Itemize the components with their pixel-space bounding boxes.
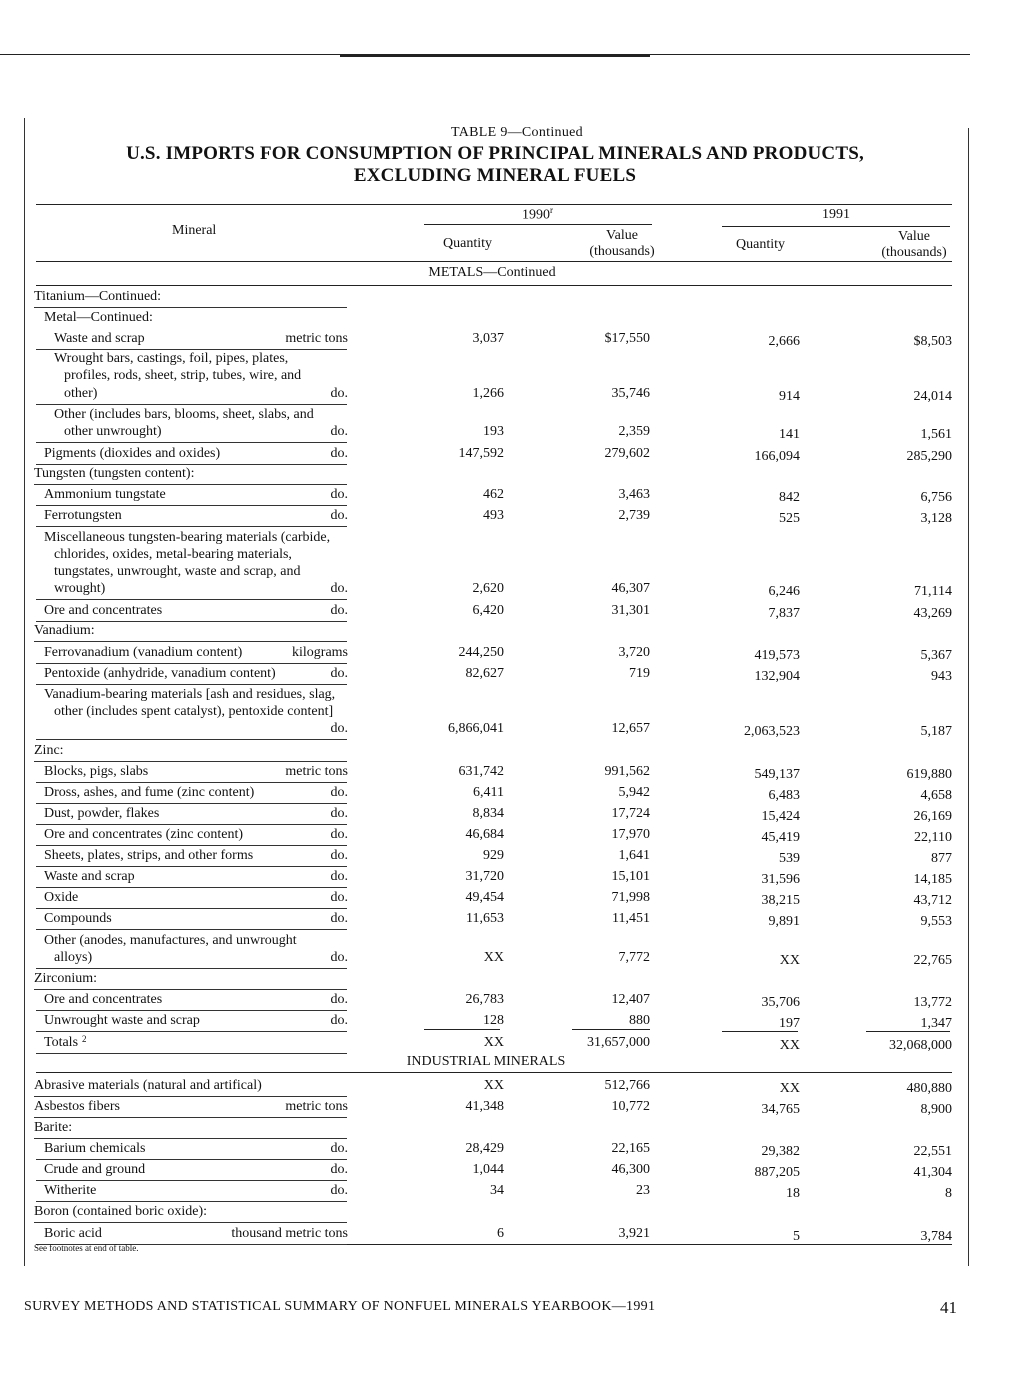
footnote-mark: 2 xyxy=(82,1034,87,1044)
row-unit: do. xyxy=(330,666,348,681)
row-unit: do. xyxy=(330,424,348,439)
row-unit: do. xyxy=(330,890,348,905)
cell-value-1991: 14,185 xyxy=(913,872,952,887)
title-line-2: EXCLUDING MINERAL FUELS xyxy=(353,165,637,186)
cell-value-1990: 5,942 xyxy=(618,785,650,800)
cell-quantity-1990: 929 xyxy=(483,848,504,863)
cell-quantity-1991: 525 xyxy=(779,511,800,526)
table-row xyxy=(0,1225,1034,1245)
cell-value-1991: 43,269 xyxy=(913,606,952,621)
cell-value-1991: 619,880 xyxy=(906,767,952,782)
cell-quantity-1990: 3,037 xyxy=(472,331,504,346)
cell-quantity-1991: 166,094 xyxy=(754,449,800,464)
row-label: Ore and concentrates xyxy=(44,603,163,618)
table-row xyxy=(0,805,1034,825)
cell-quantity-1990: 1,266 xyxy=(472,386,504,401)
row-rule xyxy=(36,929,347,930)
year-1990-rule xyxy=(424,224,652,225)
table-row xyxy=(0,847,1034,867)
row-label: Crude and ground xyxy=(44,1162,146,1177)
title-line-1: U.S. IMPORTS FOR CONSUMPTION OF PRINCIPAL MINERALS AND PRODUCTS, xyxy=(126,143,864,164)
cell-quantity-1991: 539 xyxy=(779,851,800,866)
row-rule xyxy=(36,1201,347,1202)
cell-quantity-1990: 244,250 xyxy=(458,645,504,660)
cell-quantity-1990: 462 xyxy=(483,487,504,502)
cell-quantity-1991: XX xyxy=(779,953,800,968)
page-footer: SURVEY METHODS AND STATISTICAL SUMMARY OF NONFUEL MINERALS YEARBOOK—1991 xyxy=(24,1299,656,1314)
table-row xyxy=(0,602,1034,622)
row-label: Metal—Continued: xyxy=(44,310,153,325)
cell-value-1990: 22,165 xyxy=(611,1141,650,1156)
section-metals: METALS—Continued xyxy=(428,265,556,280)
row-unit: do. xyxy=(330,446,348,461)
row-unit: do. xyxy=(330,806,348,821)
cell-value-1991: 71,114 xyxy=(914,584,952,599)
row-label: Miscellaneous tungsten-bearing materials (carbide, xyxy=(44,530,331,545)
row-label: Barite: xyxy=(34,1120,73,1135)
row-rule xyxy=(36,739,347,740)
row-label: Other (includes bars, blooms, sheet, slabs, and xyxy=(54,407,314,422)
row-unit: kilograms xyxy=(292,645,348,660)
cell-quantity-1990: 631,742 xyxy=(458,764,504,779)
cell-quantity-1991: 5 xyxy=(793,1229,800,1244)
table-row xyxy=(0,1119,1034,1139)
cell-quantity-1990: 28,429 xyxy=(465,1141,504,1156)
cell-value-1990: 23 xyxy=(636,1183,650,1198)
row-label: Abrasive materials (natural and artifical) xyxy=(34,1078,262,1093)
cell-quantity-1990: 147,592 xyxy=(458,446,504,461)
row-unit: do. xyxy=(330,1013,348,1028)
cell-value-1990: 46,300 xyxy=(611,1162,650,1177)
table-row xyxy=(0,1034,1034,1054)
table-row xyxy=(0,288,1034,308)
row-unit: do. xyxy=(330,848,348,863)
row-unit: do. xyxy=(330,992,348,1007)
row-rule xyxy=(36,599,347,600)
row-label: Pentoxide (anhydride, vanadium content) xyxy=(44,666,276,681)
row-label: Sheets, plates, strips, and other forms xyxy=(44,848,254,863)
row-rule xyxy=(36,968,347,969)
cell-value-1991: 8,900 xyxy=(920,1102,952,1117)
cell-value-1990: 10,772 xyxy=(611,1099,650,1114)
row-label: profiles, rods, sheet, strip, tubes, wire, and xyxy=(64,368,302,383)
row-label: Barium chemicals xyxy=(44,1141,146,1156)
row-rule xyxy=(36,1159,347,1160)
table-row xyxy=(0,970,1034,990)
col-year-1990 xyxy=(522,205,553,224)
table-row xyxy=(0,1098,1034,1118)
cell-quantity-1990: 26,783 xyxy=(465,992,504,1007)
table-row xyxy=(0,1182,1034,1202)
table-row xyxy=(0,330,1034,350)
cell-value-1991: 43,712 xyxy=(913,893,952,908)
cell-value-1991: 22,110 xyxy=(914,830,952,845)
row-rule xyxy=(34,1096,347,1097)
table-row xyxy=(0,784,1034,804)
cell-value-1991: 24,014 xyxy=(913,389,952,404)
cell-quantity-1991: 31,596 xyxy=(761,872,800,887)
cell-value-1990: 17,724 xyxy=(611,806,650,821)
row-rule xyxy=(34,307,347,308)
row-unit: do. xyxy=(330,508,348,523)
row-rule xyxy=(36,887,347,888)
row-unit: do. xyxy=(330,785,348,800)
cell-quantity-1990: XX xyxy=(483,1035,504,1050)
section-metals-rule xyxy=(36,285,952,286)
col-quantity-1991: Quantity xyxy=(736,237,785,252)
row-label: wrought) xyxy=(54,581,106,596)
cell-value-1990: 3,463 xyxy=(618,487,650,502)
section-industrial-rule xyxy=(36,1072,952,1073)
row-unit: metric tons xyxy=(285,764,348,779)
cell-quantity-1990: 2,620 xyxy=(472,581,504,596)
row-label: Totals xyxy=(44,1035,79,1050)
year-1991-rule xyxy=(722,226,950,227)
row-unit: do. xyxy=(330,950,348,965)
cell-quantity-1991: 34,765 xyxy=(761,1102,800,1117)
cell-value-1990: 3,720 xyxy=(618,645,650,660)
row-unit: do. xyxy=(330,911,348,926)
cell-quantity-1991: 141 xyxy=(779,427,800,442)
cell-quantity-1991: 549,137 xyxy=(754,767,800,782)
cell-quantity-1990: 49,454 xyxy=(465,890,504,905)
cell-quantity-1991: 7,837 xyxy=(768,606,800,621)
cell-quantity-1990: 34 xyxy=(490,1183,504,1198)
cell-value-1991: 6,756 xyxy=(920,490,952,505)
cell-value-1991: 3,128 xyxy=(920,511,952,526)
cell-quantity-1990: 46,684 xyxy=(465,827,504,842)
row-rule xyxy=(36,866,347,867)
row-label: Boron (contained boric oxide): xyxy=(34,1204,208,1219)
row-label: Pigments (dioxides and oxides) xyxy=(44,446,221,461)
table-row xyxy=(0,1077,1034,1097)
cell-value-1990: 46,307 xyxy=(611,581,650,596)
table-row xyxy=(0,423,1034,443)
cell-quantity-1991: 29,382 xyxy=(761,1144,800,1159)
cell-quantity-1991: 842 xyxy=(779,490,800,505)
row-unit: do. xyxy=(330,1162,348,1177)
col-quantity-1990: Quantity xyxy=(443,236,492,251)
row-label: Other (anodes, manufactures, and unwrought xyxy=(44,933,297,948)
cell-quantity-1991: 38,215 xyxy=(761,893,800,908)
cell-value-1991: 285,290 xyxy=(906,449,952,464)
cell-value-1991: 22,551 xyxy=(913,1144,952,1159)
cell-quantity-1991: 18 xyxy=(786,1186,800,1201)
table-row xyxy=(0,445,1034,465)
cell-value-1990: 31,301 xyxy=(611,603,650,618)
cell-value-1990: 71,998 xyxy=(611,890,650,905)
cell-quantity-1990: XX xyxy=(483,950,504,965)
section-industrial-minerals: INDUSTRIAL MINERALS xyxy=(406,1054,566,1069)
row-rule xyxy=(36,1010,347,1011)
row-label: Unwrought waste and scrap xyxy=(44,1013,200,1028)
cell-value-1991: 22,765 xyxy=(913,953,952,968)
row-label: chlorides, oxides, metal-bearing materials, xyxy=(54,547,292,562)
cell-quantity-1990: 128 xyxy=(483,1013,504,1028)
header-bottom-rule xyxy=(36,261,952,262)
row-unit: do. xyxy=(330,1183,348,1198)
cell-quantity-1991: 887,205 xyxy=(754,1165,800,1180)
table-row xyxy=(0,991,1034,1011)
row-unit: do. xyxy=(330,487,348,502)
cell-value-1991: 877 xyxy=(931,851,952,866)
table-row xyxy=(0,742,1034,762)
row-rule xyxy=(36,404,347,405)
table-row xyxy=(0,580,1034,600)
row-label: Dross, ashes, and fume (zinc content) xyxy=(44,785,255,800)
cell-quantity-1990: 6,420 xyxy=(472,603,504,618)
cell-value-1990: 31,657,000 xyxy=(587,1035,650,1050)
cell-value-1991: 1,561 xyxy=(920,427,952,442)
header-top-rule xyxy=(36,204,952,205)
col-value-1991 xyxy=(874,229,954,261)
row-label: Waste and scrap xyxy=(54,331,145,346)
row-unit: do. xyxy=(330,827,348,842)
col-value-1990 xyxy=(582,228,662,260)
cell-value-1990: 880 xyxy=(629,1013,650,1028)
cell-value-1990: 1,641 xyxy=(618,848,650,863)
cell-quantity-1991: 2,666 xyxy=(768,334,800,349)
table-row xyxy=(0,763,1034,783)
cell-value-1991: 1,347 xyxy=(920,1016,952,1031)
cell-quantity-1991: 45,419 xyxy=(761,830,800,845)
cell-value-1990: 15,101 xyxy=(611,869,650,884)
row-unit: do. xyxy=(330,1141,348,1156)
row-label: Waste and scrap xyxy=(44,869,135,884)
row-label: Titanium—Continued: xyxy=(34,289,162,304)
row-label: Zinc: xyxy=(34,743,64,758)
row-rule xyxy=(36,782,347,783)
cell-value-1990: 719 xyxy=(629,666,650,681)
table-row xyxy=(0,910,1034,930)
cell-quantity-1990: 493 xyxy=(483,508,504,523)
table-row xyxy=(0,309,1034,329)
cell-quantity-1991: 35,706 xyxy=(761,995,800,1010)
cell-quantity-1990: XX xyxy=(483,1078,504,1093)
cell-value-1990: 17,970 xyxy=(611,827,650,842)
thousands-label: (thousands) xyxy=(881,245,947,260)
row-rule xyxy=(34,1138,347,1139)
cell-quantity-1991: 419,573 xyxy=(754,648,800,663)
row-rule xyxy=(36,845,347,846)
table-row xyxy=(0,949,1034,969)
row-label: other unwrought) xyxy=(64,424,162,439)
cell-value-1991: 3,784 xyxy=(920,1229,952,1244)
row-rule xyxy=(36,1180,347,1181)
cell-quantity-1991: 132,904 xyxy=(754,669,800,684)
cell-quantity-1991: 6,246 xyxy=(768,584,800,599)
cell-value-1990: 7,772 xyxy=(618,950,650,965)
cell-value-1990: 11,451 xyxy=(612,911,650,926)
table-row xyxy=(0,889,1034,909)
row-rule xyxy=(34,1117,347,1118)
year-1990-label: 1990 xyxy=(522,207,550,223)
row-label: Blocks, pigs, slabs xyxy=(44,764,149,779)
cell-value-1991: 26,169 xyxy=(913,809,952,824)
cell-value-1991: 32,068,000 xyxy=(889,1038,952,1053)
row-rule xyxy=(36,505,347,506)
table-row xyxy=(0,622,1034,642)
row-unit: do. xyxy=(330,869,348,884)
row-rule xyxy=(36,803,347,804)
cell-quantity-1990: 1,044 xyxy=(472,1162,504,1177)
table-row xyxy=(0,507,1034,527)
cell-quantity-1990: 41,348 xyxy=(465,1099,504,1114)
row-rule xyxy=(36,824,347,825)
table-row xyxy=(0,644,1034,664)
row-label: Compounds xyxy=(44,911,112,926)
row-label: Ammonium tungstate xyxy=(44,487,166,502)
cell-value-1991: $8,503 xyxy=(913,334,952,349)
cell-quantity-1990: 6 xyxy=(497,1226,504,1241)
cell-value-1991: 8 xyxy=(945,1186,952,1201)
cell-value-1991: 4,658 xyxy=(920,788,952,803)
row-rule xyxy=(36,908,347,909)
page-title xyxy=(0,143,990,187)
cell-quantity-1991: XX xyxy=(779,1038,800,1053)
row-label: other) xyxy=(64,386,98,401)
cell-value-1990: 2,739 xyxy=(618,508,650,523)
table-label: TABLE 9—Continued xyxy=(451,125,583,140)
cell-quantity-1990: 11,653 xyxy=(466,911,504,926)
row-rule xyxy=(34,989,347,990)
cell-value-1991: 5,367 xyxy=(920,648,952,663)
footnote: See footnotes at end of table. xyxy=(34,1243,139,1253)
cell-value-1991: 13,772 xyxy=(913,995,952,1010)
row-label: Ore and concentrates xyxy=(44,992,163,1007)
row-label: alloys) xyxy=(54,950,93,965)
cell-value-1990: 12,657 xyxy=(611,721,650,736)
row-unit: metric tons xyxy=(285,331,348,346)
row-rule xyxy=(34,1222,347,1223)
cell-value-1990: 12,407 xyxy=(611,992,650,1007)
row-label: Zirconium: xyxy=(34,971,97,986)
cell-quantity-1991: XX xyxy=(779,1081,800,1096)
row-label: other (includes spent catalyst), pentoxide content] xyxy=(54,704,334,719)
cell-value-1991: 9,553 xyxy=(920,914,952,929)
row-label: Ferrotungsten xyxy=(44,508,122,523)
cell-value-1991: 943 xyxy=(931,669,952,684)
table-row xyxy=(0,868,1034,888)
page-number: 41 xyxy=(940,1298,957,1317)
cell-quantity-1991: 2,063,523 xyxy=(744,724,800,739)
row-label: Oxide xyxy=(44,890,79,905)
table-row xyxy=(0,720,1034,740)
cell-quantity-1990: 193 xyxy=(483,424,504,439)
cell-value-1990: 991,562 xyxy=(604,764,650,779)
row-rule xyxy=(34,761,347,762)
table-row xyxy=(0,1161,1034,1181)
cell-quantity-1991: 914 xyxy=(779,389,800,404)
row-rule xyxy=(34,484,347,485)
cell-value-1990: 35,746 xyxy=(611,386,650,401)
row-label: Boric acid xyxy=(44,1226,102,1241)
table-row xyxy=(0,826,1034,846)
row-rule xyxy=(36,684,347,685)
col-year-1991: 1991 xyxy=(822,207,850,222)
cell-value-1990: 512,766 xyxy=(604,1078,650,1093)
row-rule xyxy=(36,526,347,527)
row-unit: metric tons xyxy=(285,1099,348,1114)
row-label: Asbestos fibers xyxy=(34,1099,120,1114)
cell-quantity-1991: 15,424 xyxy=(761,809,800,824)
row-unit: thousand metric tons xyxy=(231,1226,348,1241)
cell-value-1990: 279,602 xyxy=(604,446,650,461)
row-rule xyxy=(34,641,347,642)
col-mineral: Mineral xyxy=(172,223,217,238)
value-label: Value xyxy=(606,228,638,243)
row-rule xyxy=(36,1053,347,1054)
row-label: Ore and concentrates (zinc content) xyxy=(44,827,244,842)
cell-quantity-1990: 82,627 xyxy=(465,666,504,681)
row-label: tungstates, unwrought, waste and scrap, and xyxy=(54,564,301,579)
table-row xyxy=(0,1012,1034,1032)
row-unit: do. xyxy=(330,581,348,596)
cell-value-1990: 2,359 xyxy=(618,424,650,439)
thousands-label: (thousands) xyxy=(589,244,655,259)
cell-quantity-1991: 197 xyxy=(779,1016,800,1031)
table-row xyxy=(0,465,1034,485)
row-label: Witherite xyxy=(44,1183,97,1198)
cell-value-1990: 3,921 xyxy=(618,1226,650,1241)
cell-quantity-1991: 6,483 xyxy=(768,788,800,803)
cell-value-1991: 480,880 xyxy=(906,1081,952,1096)
top-rule-thick xyxy=(340,55,650,57)
value-label: Value xyxy=(898,229,930,244)
row-rule xyxy=(36,663,347,664)
revised-mark: r xyxy=(550,205,553,215)
cell-quantity-1990: 6,411 xyxy=(473,785,504,800)
cell-quantity-1990: 31,720 xyxy=(465,869,504,884)
cell-value-1990: $17,550 xyxy=(604,331,650,346)
row-label: Tungsten (tungsten content): xyxy=(34,466,195,481)
row-unit: do. xyxy=(330,603,348,618)
table-row xyxy=(0,367,1034,387)
cell-value-1991: 5,187 xyxy=(920,724,952,739)
row-rule xyxy=(36,442,347,443)
table-row xyxy=(0,1140,1034,1160)
row-label: Wrought bars, castings, foil, pipes, plates, xyxy=(54,351,289,366)
cell-quantity-1990: 6,866,041 xyxy=(448,721,504,736)
cell-value-1991: 41,304 xyxy=(913,1165,952,1180)
table-row xyxy=(0,1203,1034,1223)
row-label: Vanadium: xyxy=(34,623,95,638)
row-label: Dust, powder, flakes xyxy=(44,806,160,821)
row-label: Ferrovanadium (vanadium content) xyxy=(44,645,243,660)
table-row xyxy=(0,385,1034,405)
table-row xyxy=(0,486,1034,506)
row-unit: do. xyxy=(330,386,348,401)
cell-quantity-1991: 9,891 xyxy=(768,914,800,929)
cell-quantity-1990: 8,834 xyxy=(472,806,504,821)
table-row xyxy=(0,665,1034,685)
row-label: Vanadium-bearing materials [ash and residues, slag, xyxy=(44,687,336,702)
row-unit: do. xyxy=(330,721,348,736)
